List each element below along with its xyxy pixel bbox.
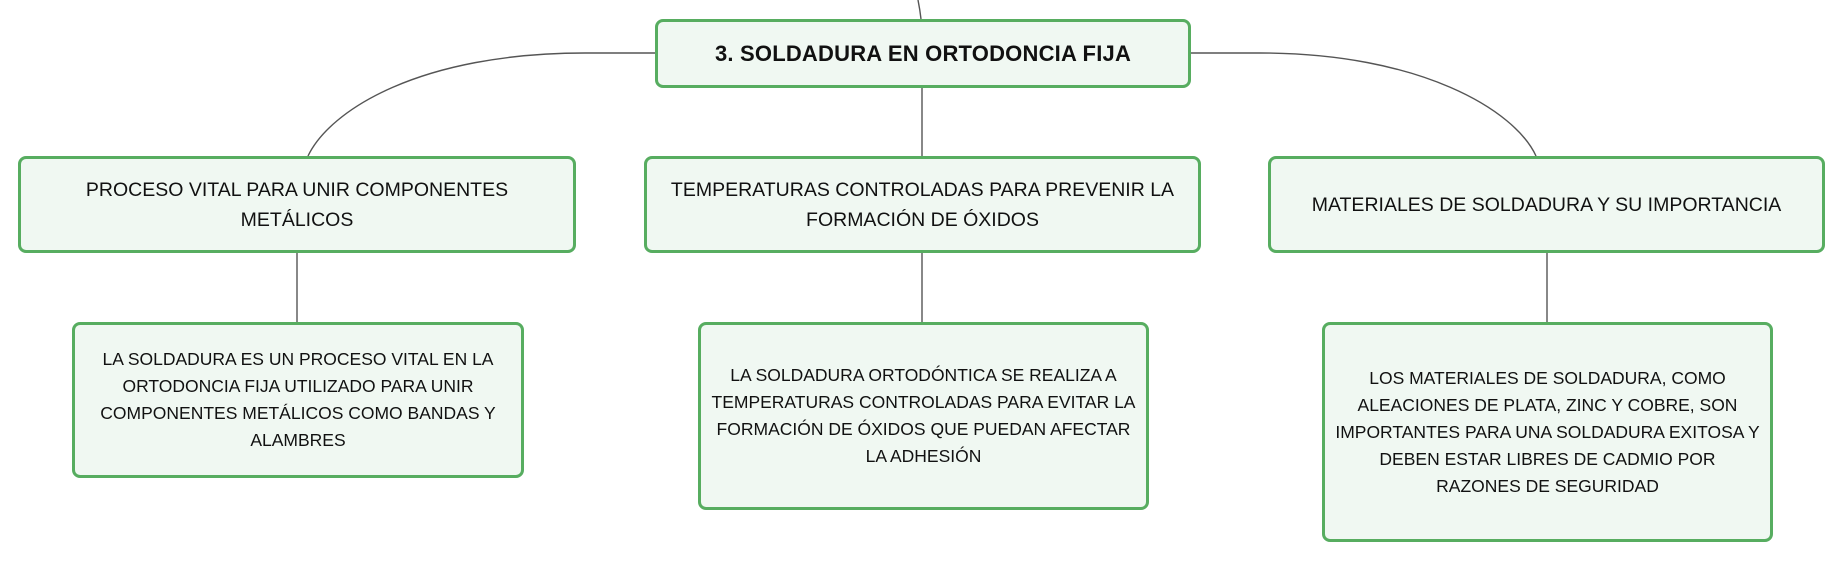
detail-node-proceso-vital[interactable] — [72, 322, 524, 478]
connector-root-to-topic-3 — [1191, 53, 1536, 156]
topic-node-materiales[interactable] — [1268, 156, 1825, 253]
detail-node-materiales[interactable] — [1322, 322, 1773, 542]
detail-text: LA SOLDADURA ES UN PROCESO VITAL EN LA ORTODONCIA FIJA UTILIZADO PARA UNIR COMPONENTES METÁLICOS COMO BANDAS Y ALAMBRES — [100, 349, 496, 450]
root-topic-label: 3. SOLDADURA EN ORTODONCIA FIJA — [714, 40, 1132, 66]
topic-label: PROCESO VITAL PARA UNIR COMPONENTES METÁLICOS — [85, 178, 509, 231]
connector-parent-to-root — [918, 0, 921, 19]
detail-text: LOS MATERIALES DE SOLDADURA, COMO ALEACIONES DE PLATA, ZINC Y COBRE, SON IMPORTANTES PARA UNA SOLDADURA EXITOSA Y DEBEN ESTAR LIBRES DE CADMIO POR RAZONES DE SEGURIDAD — [1335, 367, 1760, 496]
connector-root-to-topic-1 — [308, 53, 655, 156]
root-topic-node[interactable] — [655, 19, 1191, 88]
topic-label: MATERIALES DE SOLDADURA Y SU IMPORTANCIA — [1311, 193, 1782, 216]
topic-node-temperaturas[interactable] — [644, 156, 1201, 253]
detail-node-temperaturas[interactable] — [698, 322, 1149, 510]
topic-label: TEMPERATURAS CONTROLADAS PARA PREVENIR LA FORMACIÓN DE ÓXIDOS — [670, 178, 1175, 231]
detail-text: LA SOLDADURA ORTODÓNTICA SE REALIZA A TEMPERATURAS CONTROLADAS PARA EVITAR LA FORMACIÓN DE ÓXIDOS QUE PUEDAN AFECTAR LA ADHESIÓN — [711, 365, 1136, 466]
topic-node-proceso-vital[interactable] — [18, 156, 576, 253]
